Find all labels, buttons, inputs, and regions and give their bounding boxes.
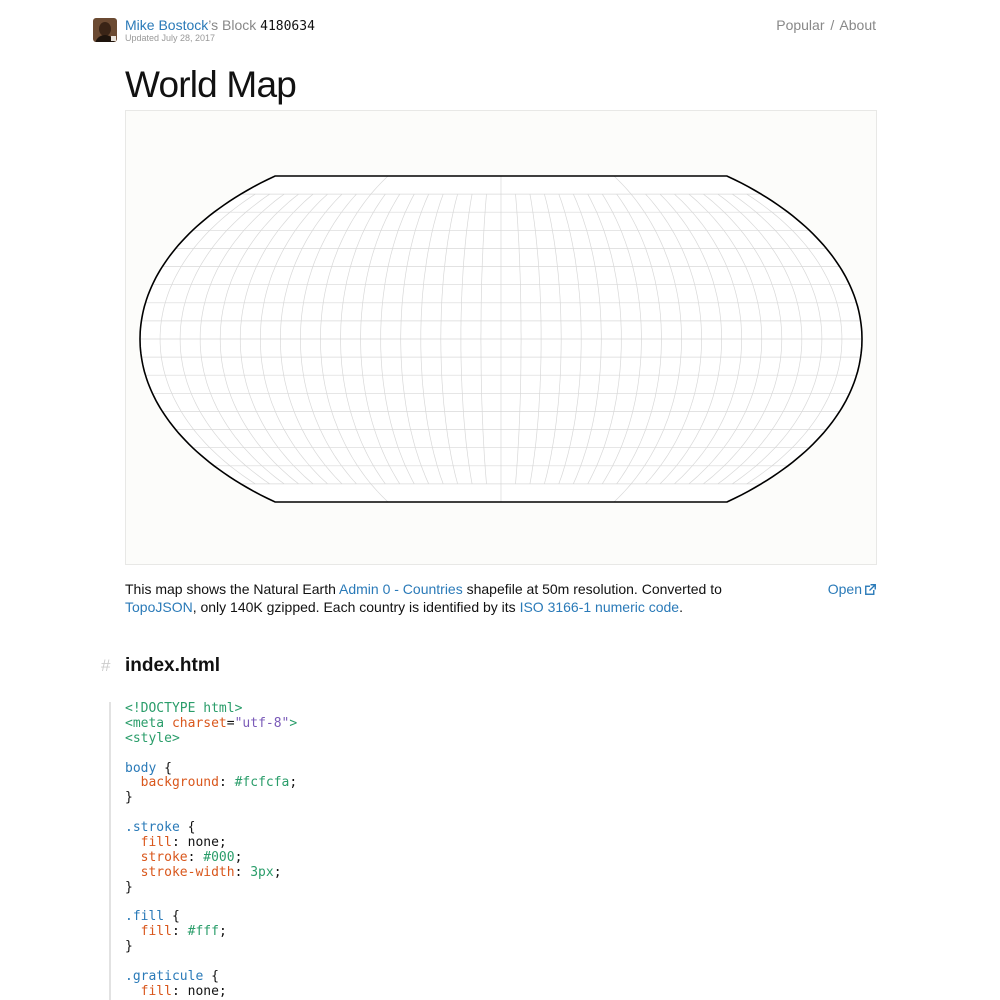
code-token <box>125 775 141 790</box>
code-token: <meta <box>125 715 172 731</box>
code-line <box>125 910 297 925</box>
code-token <box>125 984 141 999</box>
code-line <box>125 836 297 851</box>
description-text: This map shows the Natural Earth <box>125 581 339 597</box>
code-token: : <box>218 775 235 791</box>
nav-separator: / <box>830 17 835 33</box>
code-token: body <box>125 760 157 776</box>
code-line <box>125 732 297 747</box>
code-line <box>125 925 297 940</box>
code-token: background <box>140 775 219 791</box>
code-token: .graticule <box>125 969 204 985</box>
code-line <box>125 955 297 970</box>
open-label: Open <box>827 581 862 597</box>
code-token: #fcfcfa <box>234 775 290 791</box>
code-token: : <box>234 864 251 880</box>
code-token: #fff <box>187 924 219 940</box>
code-token <box>125 865 141 880</box>
code-line <box>125 866 297 881</box>
code-line <box>125 851 297 866</box>
top-nav <box>776 17 876 33</box>
code-line <box>125 762 297 777</box>
code-token: fill <box>140 835 172 851</box>
code-token <box>125 924 141 939</box>
code-token: { <box>164 909 180 925</box>
code-line <box>125 747 297 762</box>
updated-date: Updated July 28, 2017 <box>125 33 216 43</box>
code-token: .stroke <box>125 820 180 836</box>
code-token: 3px <box>250 864 274 880</box>
nav-about-link[interactable]: About <box>839 17 876 33</box>
map-description <box>125 580 725 616</box>
code-token: = <box>226 715 235 731</box>
world-map <box>126 111 876 564</box>
page-title: World Map <box>125 64 297 105</box>
code-line <box>125 806 297 821</box>
code-token: : none; <box>171 983 227 999</box>
author-link[interactable]: Mike Bostock <box>125 17 209 33</box>
code-token: fill <box>140 924 172 940</box>
code-token: fill <box>140 983 172 999</box>
code-token <box>125 835 141 850</box>
code-line <box>125 970 297 985</box>
code-token: <style> <box>125 730 180 746</box>
description-text: . <box>679 599 683 615</box>
code-token: ; <box>273 864 282 880</box>
code-token: "utf-8" <box>234 715 290 731</box>
nav-popular-link[interactable]: Popular <box>776 17 825 33</box>
author-avatar[interactable] <box>93 18 117 42</box>
code-token: ; <box>234 849 243 865</box>
code-gutter-rule <box>109 702 111 1000</box>
admin0-countries-link[interactable]: Admin 0 - Countries <box>339 581 463 597</box>
file-anchor-link[interactable]: # <box>101 656 111 675</box>
code-line <box>125 791 297 806</box>
external-link-icon <box>865 584 876 595</box>
block-header <box>93 17 876 47</box>
code-token: { <box>156 760 172 776</box>
code-token: .fill <box>125 909 165 925</box>
code-line <box>125 881 297 896</box>
file-name-heading: index.html <box>125 655 221 676</box>
code-token: #000 <box>203 849 235 865</box>
code-block <box>125 702 297 1000</box>
open-button[interactable] <box>828 580 876 598</box>
description-text: , only 140K gzipped. Each country is identified by its <box>192 599 520 615</box>
code-token: } <box>125 879 133 895</box>
iso-3166-link[interactable]: ISO 3166-1 numeric code <box>519 599 680 615</box>
map-frame <box>125 110 877 565</box>
code-token: } <box>125 790 133 806</box>
code-token: stroke <box>140 849 188 865</box>
gist-id: 4180634 <box>260 19 315 34</box>
code-token: { <box>179 820 196 836</box>
code-token: ; <box>218 924 227 940</box>
code-token: ; <box>289 775 298 791</box>
code-line <box>125 940 297 955</box>
block-label: ’s Block <box>208 17 257 33</box>
code-token: : <box>187 849 204 865</box>
code-line <box>125 896 297 911</box>
code-token: <!DOCTYPE html> <box>125 701 243 716</box>
description-text: shapefile at 50m resolution. Converted to <box>462 581 722 597</box>
avatar-face <box>99 22 111 36</box>
code-line <box>125 776 297 791</box>
code-token: : none; <box>171 835 227 851</box>
avatar-corner <box>111 36 116 41</box>
code-line <box>125 821 297 836</box>
code-token <box>125 850 141 865</box>
code-token: { <box>203 969 219 985</box>
code-line <box>125 717 297 732</box>
code-token: > <box>289 715 298 731</box>
code-token: } <box>125 939 133 955</box>
code-line <box>125 985 297 1000</box>
code-token: stroke-width <box>140 864 235 880</box>
code-token: : <box>171 924 188 940</box>
code-token: charset <box>171 715 227 731</box>
topojson-link[interactable]: TopoJSON <box>125 599 193 615</box>
code-line <box>125 702 297 717</box>
